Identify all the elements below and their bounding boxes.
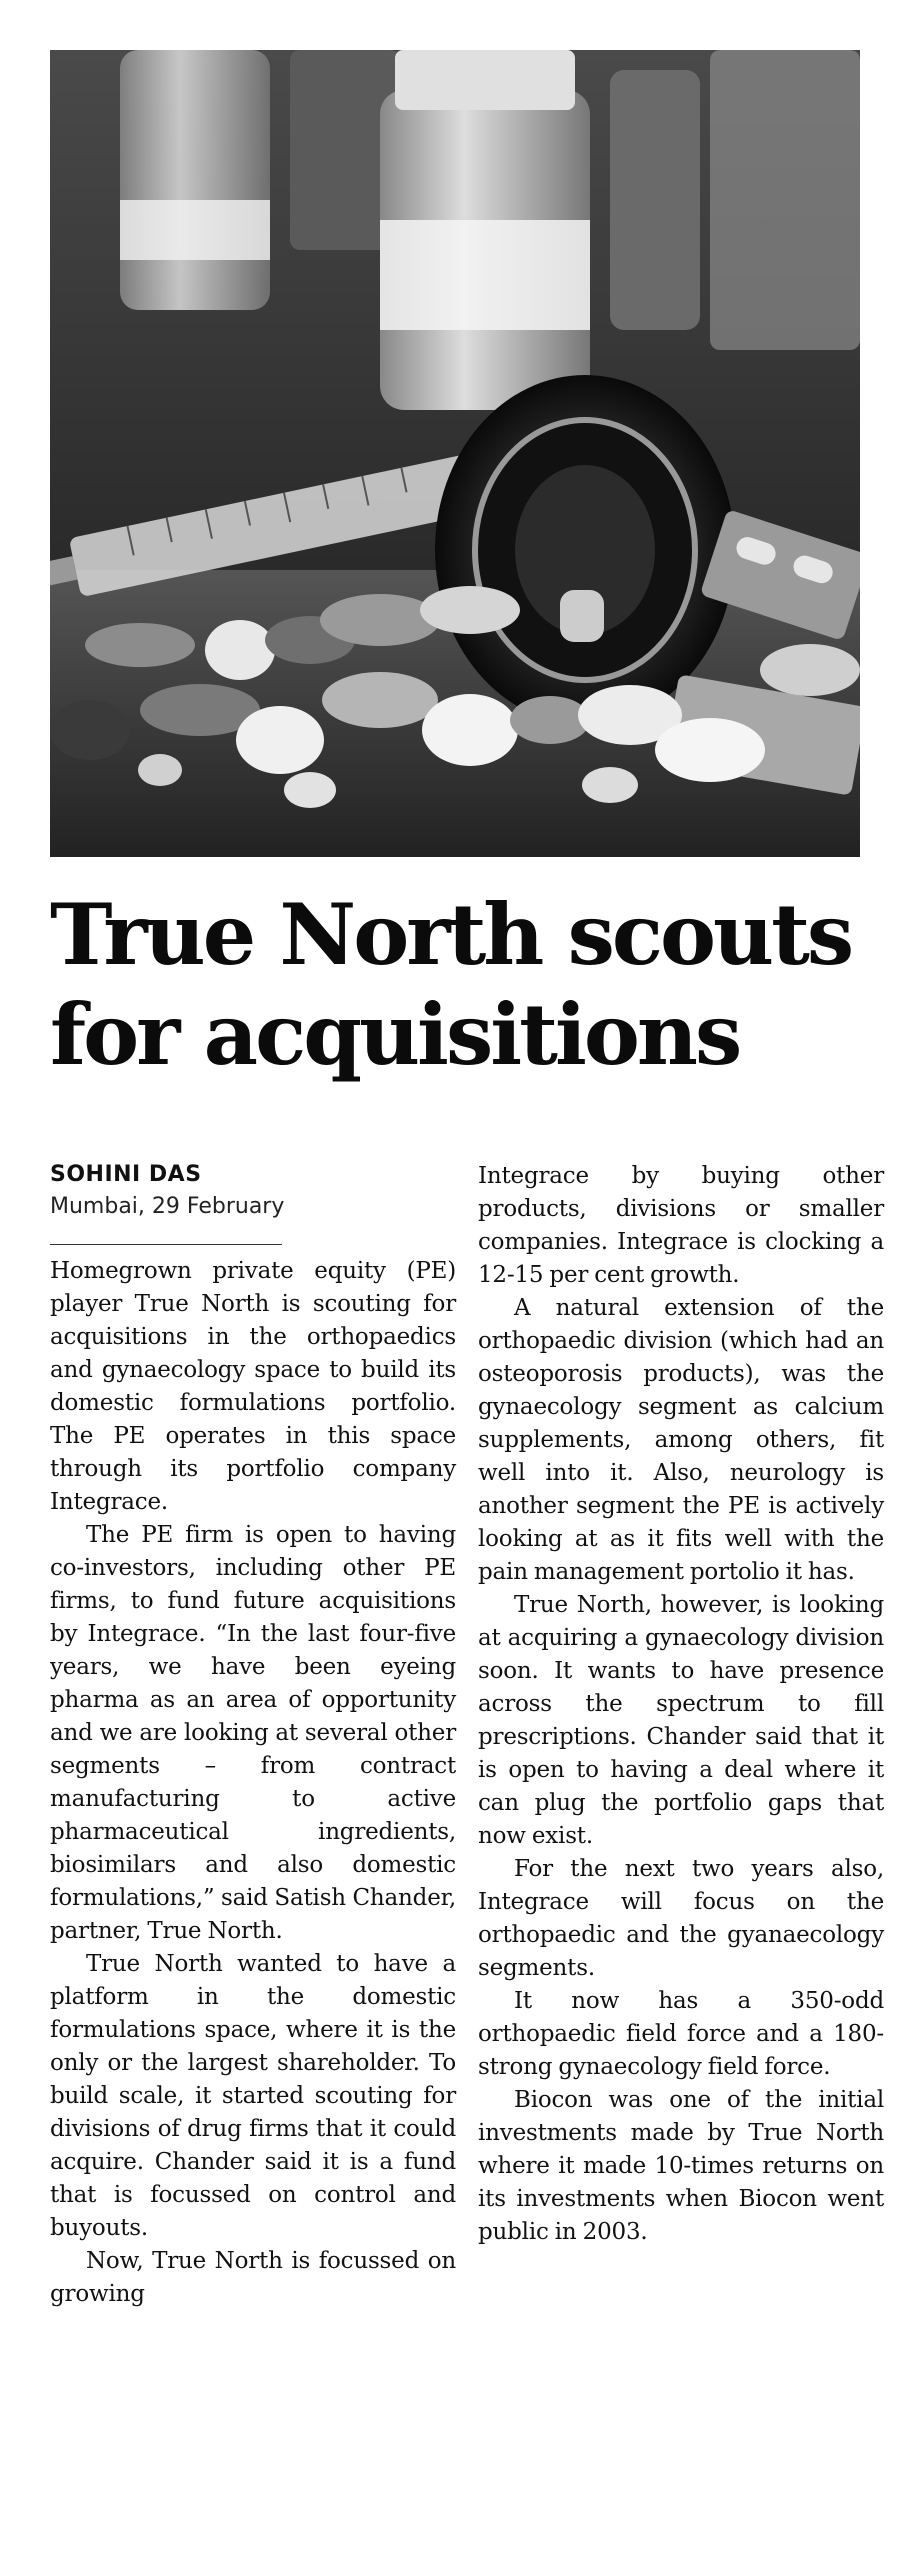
byline: SOHINI DAS <box>50 1162 202 1187</box>
paragraph: Biocon was one of the initial investments made by True North where it made 10-times returns on its investments when Biocon went public in 2003. <box>478 2087 884 2245</box>
paragraph: True North wanted to have a platform in the domestic formulations space, where it is the only or the largest shareholder. To build scale, it started scouting for divisions of drug firms that it could acquire. Chander said it is a fund that is focussed on control and buyouts. <box>50 1951 456 2241</box>
left-column <box>50 1160 456 2311</box>
dateline: Mumbai, 29 February <box>50 1194 285 1219</box>
paragraph: It now has a 350-odd orthopaedic field force and a 180-strong gynaecology field force. <box>478 1988 884 2080</box>
paragraph: A natural extension of the orthopaedic division (which had an osteoporosis products), was the gynaecology segment as calcium supplements, among others, fit well into it. Also, neurology is another segment the PE is actively looking at as it fits well with the pain management portolio it has. <box>478 1295 884 1585</box>
headline-line-1: True North scouts <box>50 885 852 984</box>
article-photo <box>50 50 860 857</box>
paragraph: Now, True North is focussed on growing <box>50 2248 456 2307</box>
headline-line-2: for acquisitions <box>50 985 740 1084</box>
paragraph: Integrace by buying other products, divisions or smaller companies. Integrace is clocking a 12-15 per cent growth. <box>478 1163 884 1288</box>
paragraph: The PE firm is open to having co-investors, including other PE firms, to fund future acquisitions by Integrace. “In the last four-five years, we have been eyeing pharma as an area of opportunity and we are looking at several other segments – from contract manufacturing to active pharmaceutical ingredients, biosimilars and also domestic formulations,” said Satish Chander, partner, True North. <box>50 1522 456 1944</box>
paragraph: True North, however, is looking at acquiring a gynaecology division soon. It wants to have presence across the spectrum to fill prescriptions. Chander said that it is open to having a deal where it can plug the portfolio gaps that now exist. <box>478 1592 884 1849</box>
paragraph: For the next two years also, Integrace will focus on the orthopaedic and the gyanaecology segments. <box>478 1856 884 1981</box>
headline <box>50 885 880 1085</box>
right-column <box>478 1160 884 2249</box>
medicine-photo-illustration <box>50 50 860 857</box>
paragraph: Homegrown private equity (PE) player True North is scouting for acquisitions in the orthopaedics and gynaecology space to build its domestic formulations portfolio. The PE operates in this space through its portfolio company Integrace. <box>50 1258 456 1515</box>
byline-divider <box>50 1244 282 1245</box>
